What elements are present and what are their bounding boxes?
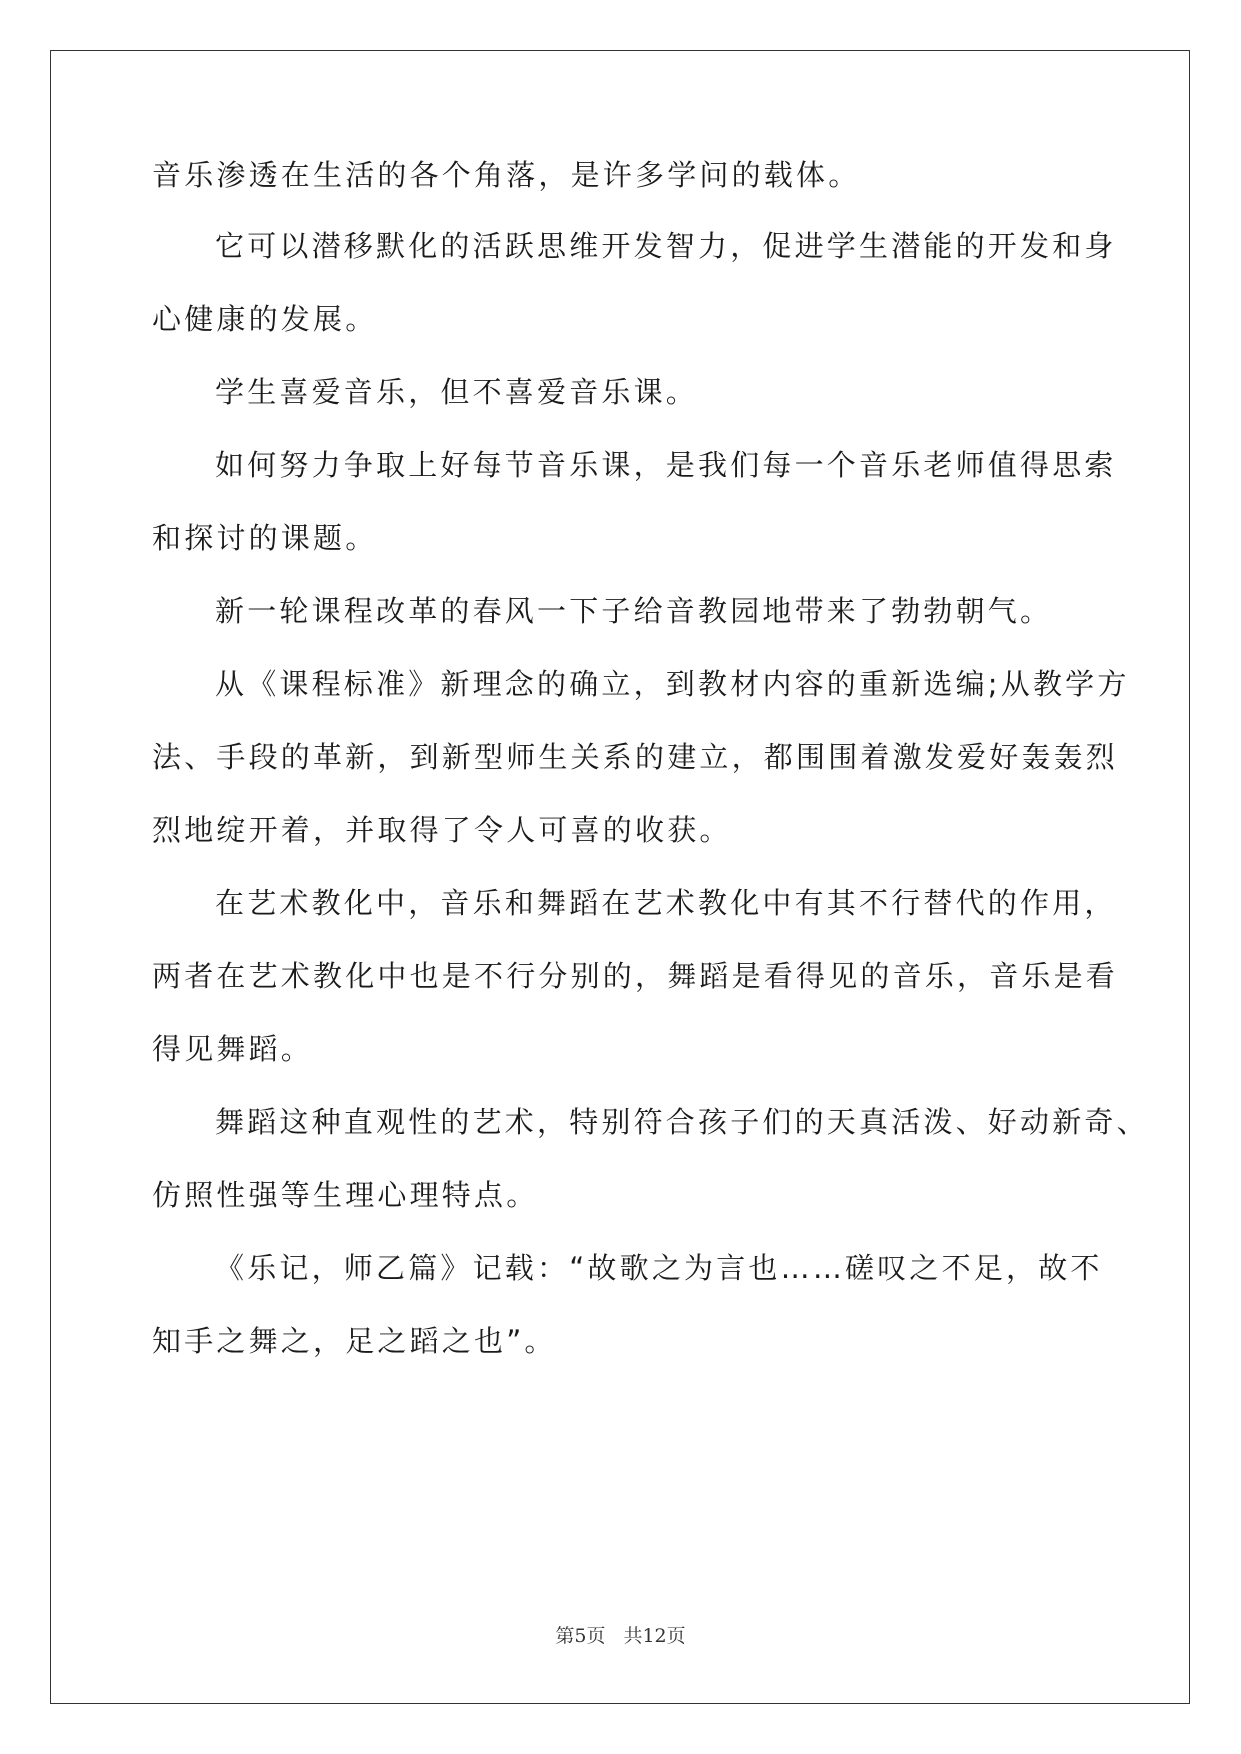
text-line: 舞蹈这种直观性的艺术，特别符合孩子们的天真活泼、好动新奇、: [215, 1105, 1149, 1139]
text-line: 烈地绽开着，并取得了令人可喜的收获。: [152, 813, 732, 847]
text-line: 《乐记，师乙篇》记载：“故歌之为言也……磋叹之不足，故不: [215, 1251, 1103, 1285]
text-line: 和探讨的课题。: [152, 521, 378, 555]
text-line: 仿照性强等生理心理特点。: [152, 1178, 539, 1212]
text-line: 音乐渗透在生活的各个角落，是许多学问的载体。: [152, 158, 861, 192]
text-line: 心健康的发展。: [152, 302, 378, 336]
text-line: 新一轮课程改革的春风一下子给音教园地带来了勃勃朝气。: [215, 594, 1053, 628]
page-footer: [0, 1624, 1241, 1648]
text-line: 两者在艺术教化中也是不行分别的，舞蹈是看得见的音乐，音乐是看: [152, 959, 1119, 993]
text-line: 得见舞蹈。: [152, 1032, 314, 1066]
page-total: 共12页: [623, 1625, 686, 1647]
text-line: 从《课程标准》新理念的确立，到教材内容的重新选编;从教学方: [215, 667, 1130, 701]
page-border: [50, 50, 1190, 1704]
page-number: 第5页: [555, 1625, 606, 1647]
text-line: 它可以潜移默化的活跃思维开发智力，促进学生潜能的开发和身: [215, 229, 1117, 263]
text-line: 学生喜爱音乐，但不喜爱音乐课。: [215, 375, 699, 409]
text-line: 如何努力争取上好每节音乐课，是我们每一个音乐老师值得思索: [215, 448, 1117, 482]
text-line: 知手之舞之，足之蹈之也”。: [152, 1324, 557, 1358]
text-line: 法、手段的革新，到新型师生关系的建立，都围围着激发爱好轰轰烈: [152, 740, 1119, 774]
text-line: 在艺术教化中，音乐和舞蹈在艺术教化中有其不行替代的作用，: [215, 886, 1117, 920]
